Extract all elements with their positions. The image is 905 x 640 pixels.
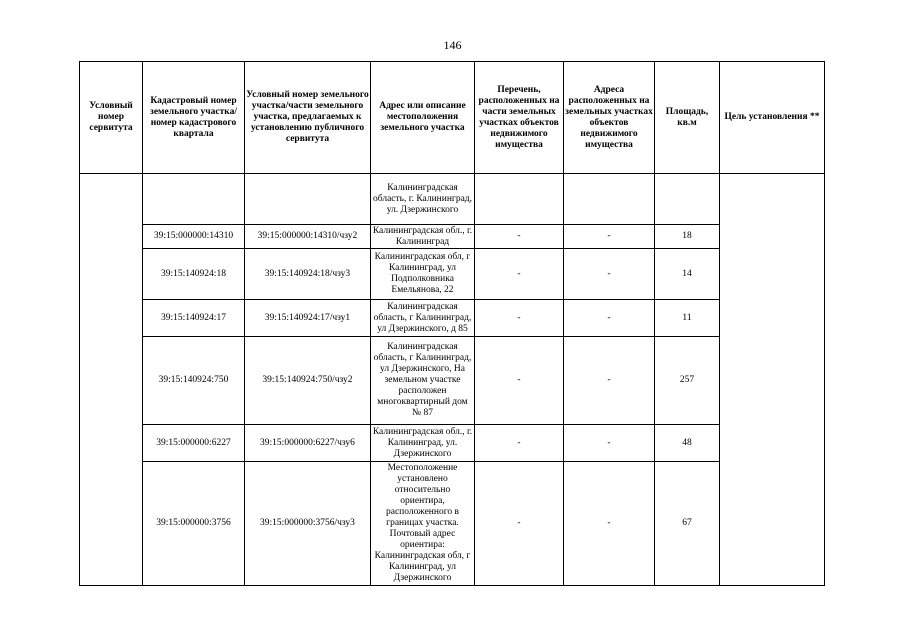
objects-addresses-cell: - [564,462,655,586]
header-part-number: Условный номер земельного участка/части земельного участка, предлагаемых к установлению публичного сервитута [245,62,371,174]
address-cell: Калининградская область, г Калининград, ул Дзержинского, На земельном участке расположен многоквартирный дом № 87 [371,337,475,425]
cadastral-cell: 39:15:140924:18 [143,249,245,300]
header-row [80,62,825,174]
address-cell: Местоположение установлено относительно ориентира, расположенного в границах участка. Почтовый адрес ориентира: Калининградская обл, г Калининград, ул Дзержинского [371,462,475,586]
objects-addresses-cell: - [564,225,655,249]
area-cell: 11 [655,300,720,337]
objects-cell [475,174,564,225]
page-number: 146 [443,38,462,52]
table-row [80,174,825,225]
area-cell [655,174,720,225]
header-address: Адрес или описание местоположения земельного участка [371,62,475,174]
cadastral-cell: 39:15:000000:3756 [143,462,245,586]
address-cell: Калининградская обл., г. Калининград [371,225,475,249]
part-cell: 39:15:140924:18/чзу3 [245,249,371,300]
objects-cell: - [475,462,564,586]
address-cell: Калининградская обл., г. Калининград, ул. Дзержинского [371,425,475,462]
objects-addresses-cell [564,174,655,225]
objects-cell: - [475,337,564,425]
objects-addresses-cell: - [564,300,655,337]
area-cell: 18 [655,225,720,249]
address-cell: Калининградская область, г Калининград, ул Дзержинского, д 85 [371,300,475,337]
table-row [80,225,825,249]
part-cell [245,174,371,225]
table-row [80,249,825,300]
purpose-cell [720,174,825,586]
header-objects-addresses: Адреса расположенных на земельных участках объектов недвижимого имущества [564,62,655,174]
table-row [80,462,825,586]
objects-addresses-cell: - [564,249,655,300]
area-cell: 67 [655,462,720,586]
cadastral-cell: 39:15:140924:17 [143,300,245,337]
servitude-number-cell [80,174,143,586]
header-area: Площадь, кв.м [655,62,720,174]
header-servitude-number: Условный номер сервитута [80,62,143,174]
part-cell: 39:15:140924:750/чзу2 [245,337,371,425]
table-row [80,425,825,462]
area-cell: 14 [655,249,720,300]
cadastral-cell: 39:15:140924:750 [143,337,245,425]
objects-cell: - [475,300,564,337]
area-cell: 257 [655,337,720,425]
objects-cell: - [475,249,564,300]
header-objects-list: Перечень, расположенных на части земельных участках объектов недвижимого имущества [475,62,564,174]
cadastral-cell: 39:15:000000:6227 [143,425,245,462]
table-row [80,300,825,337]
header-purpose: Цель установления ** [720,62,825,174]
objects-cell: - [475,225,564,249]
header-cadastral-number: Кадастровый номер земельного участка/номер кадастрового квартала [143,62,245,174]
cadastral-cell: 39:15:000000:14310 [143,225,245,249]
address-cell: Калининградская обл, г Калининград, ул Подполковника Емельянова, 22 [371,249,475,300]
servitude-table [79,61,825,586]
objects-cell: - [475,425,564,462]
objects-addresses-cell: - [564,337,655,425]
table-row [80,337,825,425]
part-cell: 39:15:000000:3756/чзу3 [245,462,371,586]
cadastral-cell [143,174,245,225]
part-cell: 39:15:000000:6227/чзу6 [245,425,371,462]
objects-addresses-cell: - [564,425,655,462]
part-cell: 39:15:140924:17/чзу1 [245,300,371,337]
address-cell: Калининградская область, г. Калининград, ул. Дзержинского [371,174,475,225]
area-cell: 48 [655,425,720,462]
part-cell: 39:15:000000:14310/чзу2 [245,225,371,249]
